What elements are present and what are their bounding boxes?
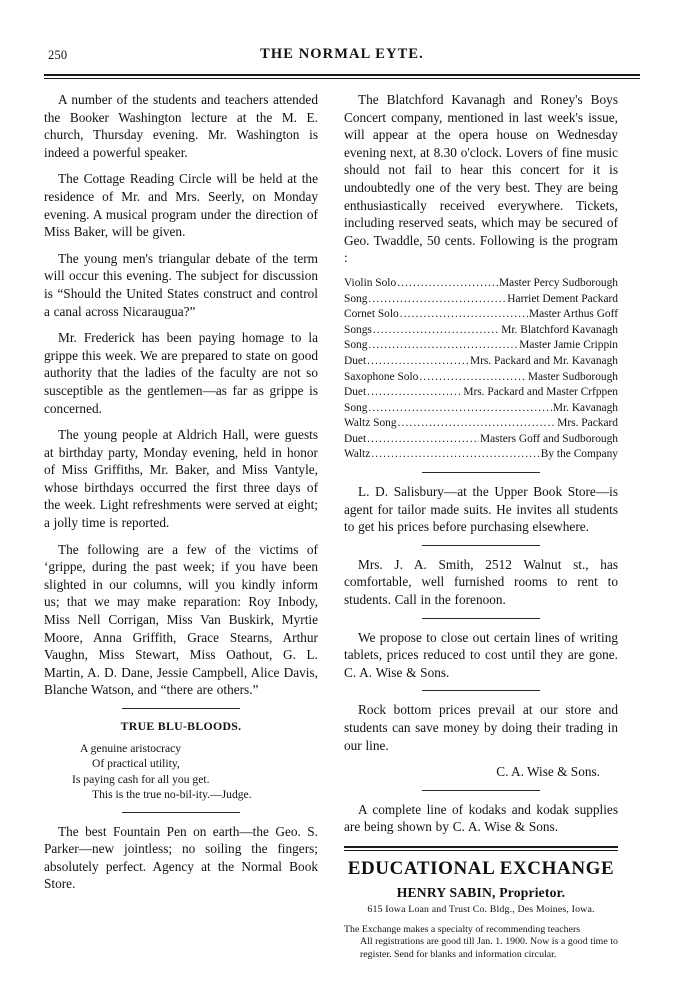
dot-leader — [419, 370, 526, 386]
program-item: Song — [344, 292, 368, 305]
program-item: Cornet Solo — [344, 308, 399, 321]
program-performer: Master Jamie Crippin — [519, 339, 618, 352]
advertiser-signature: C. A. Wise & Sons. — [496, 764, 600, 780]
program-item: Waltz — [344, 448, 371, 461]
salisbury-ad: L. D. Salisbury—at the Upper Book Store—is agent for tailor made suits. He invites all students to get his prices before purchasing elsewhere. — [344, 484, 618, 535]
section-divider — [422, 472, 540, 473]
program-item: Waltz Song — [344, 417, 397, 430]
dot-leader — [367, 354, 469, 370]
program-performer: Master Arthus Goff — [528, 308, 618, 321]
dot-leader — [371, 447, 540, 463]
section-divider — [422, 790, 540, 791]
program-item: Duet — [344, 354, 367, 367]
poem-line: Is paying cash for all you get. — [72, 772, 210, 786]
section-divider — [122, 812, 240, 813]
dot-leader — [373, 323, 500, 339]
program-item: Song — [344, 339, 368, 352]
ad-fine-print-lead: The Exchange makes a specialty of recommending teachers — [344, 923, 581, 935]
program-row — [344, 385, 618, 401]
program-performer: Master Percy Sudborough — [499, 276, 618, 289]
ad-top-rule — [344, 846, 618, 851]
program-row — [344, 354, 618, 370]
rock-bottom-prices-ad: Rock bottom prices prevail at our store and students can save money by doing their trading in our line. — [344, 702, 618, 753]
program-row — [344, 307, 618, 323]
news-paragraph: Mr. Frederick has been paying homage to la grippe this week. We are prepared to state on good authority that the ladies of the faculty are not so susceptible as the gentlemen—as far as grippe is concerned. — [44, 330, 318, 416]
program-item: Violin Solo — [344, 276, 397, 289]
section-divider — [422, 618, 540, 619]
ad-address: 615 Iowa Loan and Trust Co. Bldg., Des Moines, Iowa. — [367, 903, 595, 915]
fountain-pen-ad: The best Fountain Pen on earth—the Geo. S. Parker—new jointless; no soiling the fingers; absolutely perfect. Agency at the Normal Book Store. — [44, 823, 318, 892]
kodak-ad: A complete line of kodaks and kodak supplies are being shown by C. A. Wise & Sons. — [344, 801, 618, 835]
ad-proprietor: HENRY SABIN, Proprietor. — [396, 884, 566, 900]
section-divider — [422, 690, 540, 691]
section-divider — [122, 708, 240, 709]
column-container — [44, 91, 640, 961]
program-performer: Mr. Blatchford Kavanagh — [501, 323, 618, 336]
dot-leader — [368, 338, 518, 354]
section-divider — [422, 545, 540, 546]
concert-announcement: The Blatchford Kavanagh and Roney's Boys Concert company, mentioned in last week's issue, will appear at the opera house on Wednesday evening next, at 8.30 o'clock. Lovers of fine music should not fail to hear this concert for it is undoubtedly one of the very best. They are being enthusiastically received everywhere. Tickets, including reserved seats, which may be secured of Geo. Twaddle, 50 cents. Following is the program : — [344, 92, 618, 266]
program-row — [344, 323, 618, 339]
program-row — [344, 276, 618, 292]
dot-leader — [397, 276, 498, 292]
dot-leader — [367, 432, 479, 448]
program-performer: Mr. Kavanagh — [552, 401, 618, 414]
program-row — [344, 370, 618, 386]
running-head — [44, 46, 640, 70]
poem-line: A genuine aristocracy — [80, 742, 182, 755]
program-performer: By the Company — [540, 448, 618, 461]
program-performer: Mrs. Packard and Master Crfppen — [463, 386, 618, 399]
header-divider-rule — [44, 74, 640, 79]
page-number: 250 — [48, 48, 68, 62]
program-performer: Masters Goff and Sudborough — [479, 432, 618, 445]
ad-fine-print-rest: All registrations are good till Jan. 1. 1900. Now is a good time to register. Send for blanks and information circular. — [360, 936, 618, 960]
dot-leader — [368, 401, 551, 417]
dot-leader — [400, 307, 528, 323]
program-performer: Harriet Dement Packard — [507, 292, 618, 305]
program-performer: Master Sudborough — [527, 370, 618, 383]
poem-line: Of practical utility, — [92, 757, 180, 771]
writing-tablets-ad: We propose to close out certain lines of writing tablets, prices reduced to cost until they are gone. C. A. Wise & Sons. — [344, 629, 618, 680]
program-item: Songs — [344, 323, 372, 336]
program-row — [344, 416, 618, 432]
news-paragraph: The Cottage Reading Circle will be held at the residence of Mr. and Mrs. Seerly, on Monday evening. A musical program under the direction of Miss Baker, will be given. — [44, 171, 318, 240]
program-row — [344, 338, 618, 354]
program-row — [344, 432, 618, 448]
poem-line: This is the true no-bil-ity.—Judge. — [92, 788, 252, 802]
ad-headline: EDUCATIONAL EXCHANGE — [347, 857, 615, 879]
news-paragraph: The young people at Aldrich Hall, were guests at birthday party, Monday evening, held in honor of Miss Griffiths, Mr. Baker, and Miss Vantyle, whose birthdays occurred the first three days of the week. Light refreshments were served at eight; a jolly time is reported. — [44, 427, 318, 531]
dot-leader — [398, 416, 557, 432]
program-item: Song — [344, 401, 368, 414]
dot-leader — [367, 385, 462, 401]
program-row — [344, 292, 618, 308]
concert-program-list — [344, 276, 618, 463]
poem-title: TRUE BLU-BLOODS. — [120, 719, 242, 733]
program-performer: Mrs. Packard — [557, 417, 618, 430]
ad-fine-print — [344, 924, 618, 961]
program-item: Duet — [344, 386, 367, 399]
educational-exchange-ad — [344, 846, 618, 961]
news-paragraph: A number of the students and teachers attended the Booker Washington lecture at the M. E. church, Thursday evening. Mr. Washington is indeed a powerful speaker. — [44, 92, 318, 160]
program-item: Saxophone Solo — [344, 370, 419, 383]
news-paragraph: The young men's triangular debate of the term will occur this evening. The subject for discussion is “Should the United States construct and control a canal across Nicaraugua?” — [44, 250, 318, 319]
news-paragraph: The following are a few of the victims of ‘grippe, during the past week; if you have been slighted in our columns, will you kindly inform us; that we may make reparation: Roy Inbody, Miss Nell Corrigan, Miss Van Buskirk, Myrtie Moore, Anna Griffith, Grace Stearns, Arthur Vaughn, Miss Stewart, Miss Oathout, G. L. Martin, A. D. Dane, Jessie Campbell, Alice Davis, Blanche Watson, and “there are others.” — [44, 541, 318, 698]
masthead-title: THE NORMAL EYTE. — [260, 46, 424, 62]
program-performer: Mrs. Packard and Mr. Kavanagh — [469, 354, 618, 367]
program-item: Duet — [344, 432, 367, 445]
smith-rooms-ad: Mrs. J. A. Smith, 2512 Walnut st., has comfortable, well furnished rooms to rent to students. Call in the forenoon. — [344, 556, 618, 608]
program-row — [344, 447, 618, 463]
poem-body — [44, 741, 318, 803]
right-column — [344, 91, 618, 961]
left-column — [44, 91, 318, 961]
program-row — [344, 401, 618, 417]
dot-leader — [368, 292, 506, 308]
